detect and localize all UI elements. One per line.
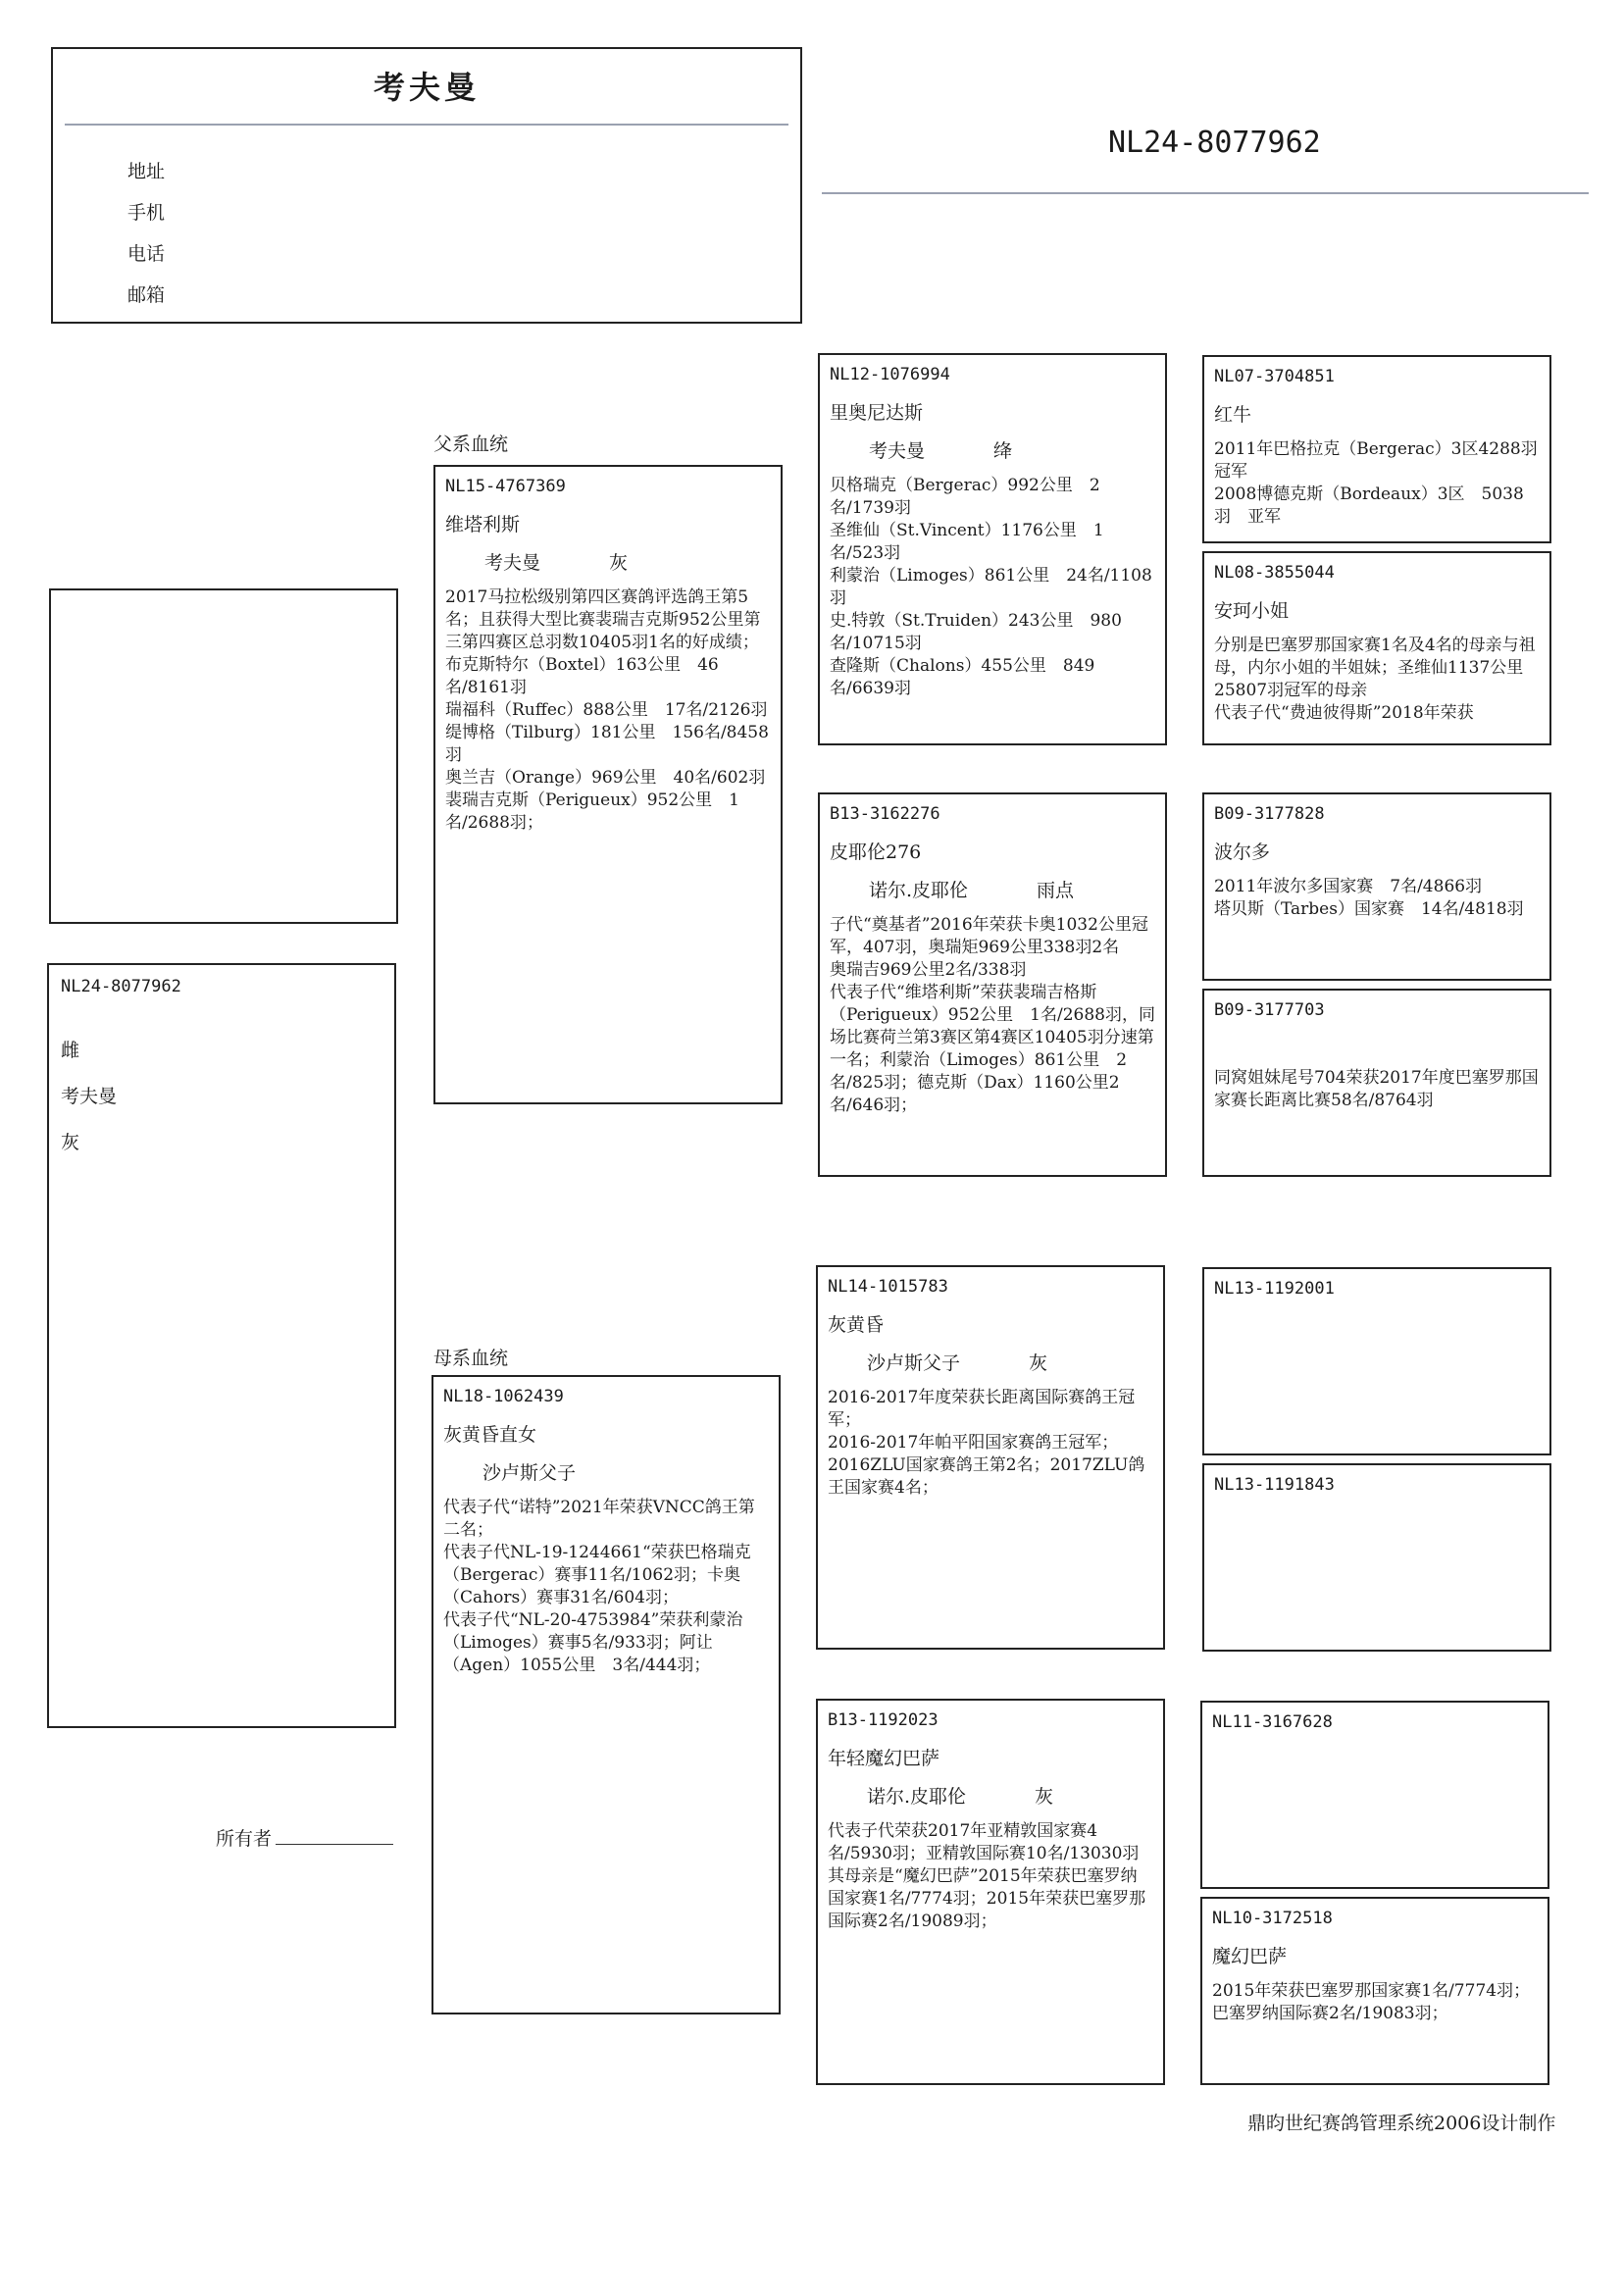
sire-color: 灰: [609, 552, 629, 574]
ddd-description: 2015年荣获巴塞罗那国家赛1名/7774羽；巴塞罗纳国际赛2名/19083羽；: [1212, 1981, 1531, 2023]
dam-description: 代表子代“诺特”2021年荣获VNCC鸽王第二名； 代表子代NL-19-1244661“荣获巴格瑞克（Bergerac）赛事11名/1062羽；卡奥（Cahors）赛事31名/604羽； 代表子代“NL-20-4753984”荣获利蒙治（Limoges）赛事5名/933羽；阿让（Agen）1055公里 3名/444羽；: [443, 1498, 755, 1675]
ds-breeder: 沙卢斯父子: [867, 1352, 961, 1374]
dd-breeder-row: [828, 1782, 1153, 1809]
dds-box: [1200, 1701, 1549, 1889]
owner-name: 考夫曼: [373, 69, 480, 106]
sire-breeder-row: [445, 548, 771, 575]
dam-line-label: 母系血统: [433, 1348, 509, 1369]
dss-box: [1202, 1267, 1551, 1455]
ddd-ring: NL10-3172518: [1212, 1909, 1333, 1928]
sds-name: 波尔多: [1214, 841, 1271, 863]
sire-dam-box: [818, 792, 1167, 1177]
dam-sire-box: [816, 1265, 1165, 1650]
dsd-ring: NL13-1191843: [1214, 1475, 1335, 1495]
ddd-name: 魔幻巴萨: [1212, 1946, 1288, 1967]
sds-description: 2011年波尔多国家赛 7名/4866羽 塔贝斯（Tarbes）国家赛 14名/4818羽: [1214, 877, 1524, 919]
dd-name: 年轻魔幻巴萨: [828, 1748, 940, 1769]
sss-box: [1202, 355, 1551, 543]
sire-ring: NL15-4767369: [445, 477, 566, 496]
sd-name: 皮耶伦276: [830, 841, 922, 863]
ss-name: 里奥尼达斯: [830, 402, 924, 424]
ss-ring: NL12-1076994: [830, 365, 950, 384]
dss-ring: NL13-1192001: [1214, 1279, 1335, 1299]
sdd-ring: B09-3177703: [1214, 1000, 1325, 1020]
dam-breeder: 沙卢斯父子: [482, 1462, 577, 1484]
field-address: 地址: [127, 161, 166, 182]
ssd-box: [1202, 551, 1551, 745]
dd-breeder: 诺尔.皮耶伦: [867, 1786, 967, 1808]
ds-ring: NL14-1015783: [828, 1277, 948, 1297]
sss-name: 红牛: [1214, 404, 1252, 426]
sss-description: 2011年巴格拉克（Bergerac）3区4288羽冠军 2008博德克斯（Bordeaux）3区 5038羽 亚军: [1214, 439, 1538, 527]
ssd-ring: NL08-3855044: [1214, 563, 1335, 583]
field-mobile: 手机: [127, 202, 166, 224]
footer-credit: 鼎昀世纪赛鸽管理系统2006设计制作: [1247, 2113, 1556, 2134]
field-email: 邮箱: [127, 284, 166, 306]
sire-breeder: 考夫曼: [484, 552, 541, 574]
dd-description: 代表子代荣获2017年亚精敦国家赛4名/5930羽；亚精敦国际赛10名/13030羽 其母亲是“魔幻巴萨”2015年荣获巴塞罗纳国家赛1名/7774羽；2015年荣获巴塞罗那国际赛2名/19089羽；: [828, 1821, 1146, 1931]
subject-color: 灰: [61, 1132, 80, 1153]
ring-underline: [822, 192, 1589, 194]
ss-breeder-row: [830, 436, 1155, 463]
field-phone: 电话: [127, 243, 166, 265]
ss-description: 贝格瑞克（Bergerac）992公里 2名/1739羽 圣维仙（St.Vincent）1176公里 1名/523羽 利蒙治（Limoges）861公里 24名/1108羽 史.特敦（St.Truiden）243公里 980名/10715羽 查隆斯（Chalons）455公里 849名/6639羽: [830, 476, 1152, 698]
dam-ring: NL18-1062439: [443, 1387, 564, 1406]
dd-ring: B13-1192023: [828, 1710, 939, 1730]
dam-box: [431, 1375, 781, 2014]
owner-header-box: [51, 47, 802, 324]
ddd-box: [1200, 1897, 1549, 2085]
sd-breeder-row: [830, 876, 1155, 902]
subject-bird-box: [47, 963, 396, 1728]
sss-ring: NL07-3704851: [1214, 367, 1335, 386]
sdd-name: [1214, 1034, 1540, 1055]
sire-name: 维塔利斯: [445, 514, 521, 535]
sd-description: 子代“奠基者”2016年荣获卡奥1032公里冠军，407羽，奥瑞矩969公里338羽2名 奥瑞吉969公里2名/338羽 代表子代“维塔利斯”荣获裴瑞吉格斯（Perigueux）952公里 1名/2688羽，同场比赛荷兰第3赛区第4赛区10405羽分速第一名；利蒙治（Limoges）861公里 2名/825羽；德克斯（Dax）1160公里2名/646羽；: [830, 915, 1155, 1115]
sd-ring: B13-3162276: [830, 804, 940, 824]
ds-color: 灰: [1029, 1352, 1048, 1374]
ds-name: 灰黄昏: [828, 1314, 885, 1336]
header-divider: [65, 124, 788, 126]
dsd-box: [1202, 1463, 1551, 1652]
ssd-description: 分别是巴塞罗那国家赛1名及4名的母亲与祖母，内尔小姐的半姐妹；圣维仙1137公里25807羽冠军的母亲 代表子代“费迪彼得斯”2018年荣获: [1214, 636, 1536, 723]
header-ring-number: NL24-8077962: [1108, 126, 1321, 160]
sds-ring: B09-3177828: [1214, 804, 1325, 824]
ss-breeder: 考夫曼: [869, 440, 926, 462]
sire-sire-box: [818, 353, 1167, 745]
ds-breeder-row: [828, 1349, 1153, 1375]
sire-description: 2017马拉松级别第四区赛鸽评选鸽王第5名；且获得大型比赛裴瑞吉克斯952公里第三第四赛区总羽数10405羽1名的好成绩； 布克斯特尔（Boxtel）163公里 46名/8161羽 瑞福科（Ruffec）888公里 17名/2126羽 缇博格（Tilburg）181公里 156名/8458羽 奥兰吉（Orange）969公里 40名/602羽 裴瑞吉克斯（Perigueux）952公里 1名/2688羽；: [445, 587, 769, 833]
sdd-box: [1202, 989, 1551, 1177]
owner-label: 所有者: [216, 1824, 393, 1851]
sd-color: 雨点: [1037, 880, 1075, 901]
dam-dam-box: [816, 1699, 1165, 2085]
dam-breeder-row: [443, 1458, 769, 1485]
subject-sex: 雌: [61, 1040, 80, 1061]
dds-ring: NL11-3167628: [1212, 1712, 1333, 1732]
sire-line-label: 父系血统: [433, 433, 509, 455]
subject-ring: NL24-8077962: [61, 977, 181, 996]
ssd-name: 安珂小姐: [1214, 600, 1290, 622]
sds-box: [1202, 792, 1551, 981]
ss-color: 绛: [993, 440, 1013, 462]
sire-box: [433, 465, 783, 1104]
dam-name: 灰黄昏直女: [443, 1424, 537, 1446]
sd-breeder: 诺尔.皮耶伦: [869, 880, 969, 901]
subject-breeder: 考夫曼: [61, 1086, 118, 1107]
ds-description: 2016-2017年度荣获长距离国际赛鸽王冠军； 2016-2017年帕平阳国家赛鸽王冠军；2016ZLU国家赛鸽王第2名；2017ZLU鸽王国家赛4名；: [828, 1388, 1145, 1498]
photo-frame: [49, 588, 398, 924]
dd-color: 灰: [1035, 1786, 1054, 1808]
sdd-description: 同窝姐妹尾号704荣获2017年度巴塞罗那国家赛长距离比赛58名/8764羽: [1214, 1068, 1539, 1110]
